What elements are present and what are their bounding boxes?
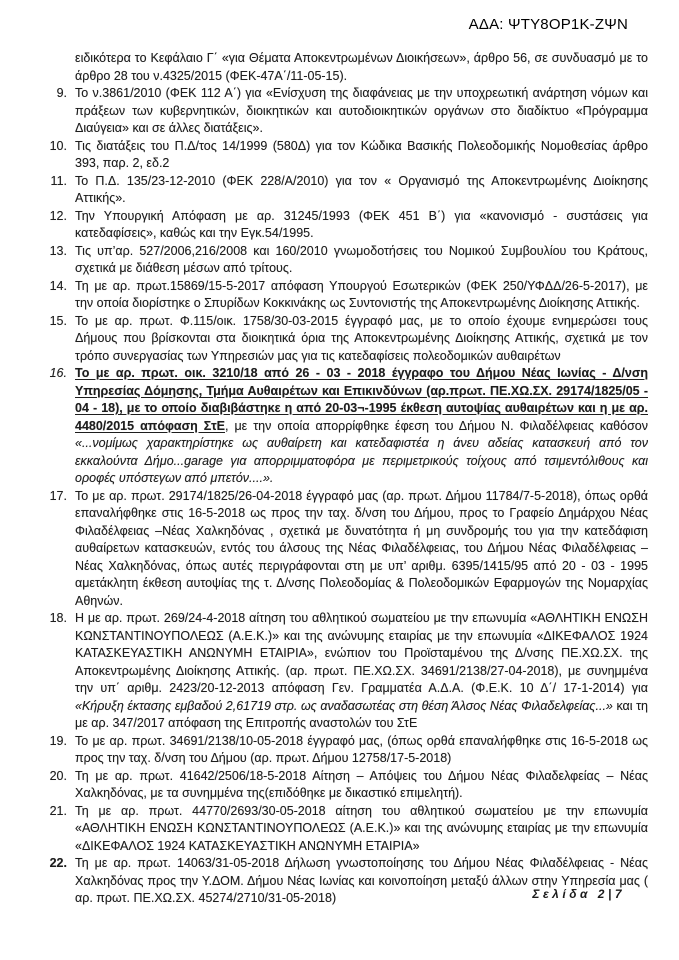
item-text: [75, 243, 648, 278]
reference-list: [40, 85, 648, 908]
text-segment: Τη με αρ. πρωτ. 44770/2693/30-05-2018 αίτηση του αθλητικού σωματείου με την επωνυμία «ΑΘΛΗΤΙΚΗ ΕΝΩΣΗ ΚΩΝΣΤΑΝΤΙΝΟΥΠΟΛΕΩΣ (Α.Ε.Κ.)» και της ανώνυμης εταιρίας με την επωνυμία «ΔΙΚΕΦΑΛΟΣ 1924 ΚΑΤΑΣΚΕΥΑΣΤΙΚΗ ΑΝΩΝΥΜΗ ΕΤΑΙΡΙΑ»: [75, 803, 648, 853]
text-segment: Το με αρ. πρωτ. 34691/2138/10-05-2018 έγγραφό μας, (όπως ορθά επαναλήφθηκε στις 16-5-2018 ως προς την ταχ. δ/νση του Δήμου (αρ. πρωτ. Δήμου 12758/17-5-2018): [75, 733, 648, 765]
text-segment: Τις διατάξεις του Π.Δ/τος 14/1999 (580Δ) για τον Κώδικα Βασικής Πολεοδομικής Νομοθεσίας άρθρο 393, παρ. 2, εδ.2: [75, 138, 648, 170]
list-item: [40, 365, 648, 488]
text-segment: Τη με αρ. πρωτ.15869/15-5-2017 απόφαση Υπουργού Εσωτερικών (ΦΕΚ 250/ΥΦΔΔ/26-5-2017), με την οποία διορίστηκε ο Σπυρίδων Κοκκινάκης ως Συντονιστής της Αποκεντρωμένης Διοίκησης Αττικής.: [75, 278, 648, 310]
text-segment: Τις υπ’αρ. 527/2006,216/2008 και 160/2010 γνωμοδοτήσεις του Νομικού Συμβουλίου του Κράτους, σχετικά με διάθεση μέσων από τρίτους.: [75, 243, 648, 275]
item-text: [75, 365, 648, 488]
list-item: [40, 278, 648, 313]
item-number: 20.: [49, 768, 67, 783]
list-item: [40, 85, 648, 138]
list-item: [40, 313, 648, 366]
text-segment: «...νομίμως χαρακτηρίστηκε ως αυθαίρετη και κατεδαφιστέα η άνευ αδείας κατασκευή από τον εκκαλούντα Δήμο...garage για απορριμματοφόρα με περιμετρικούς τοίχους από τσιμεντόλιθους και οροφές υπόστεγων από μπετόν....».: [75, 436, 648, 485]
intro-paragraph: ειδικότερα το Κεφάλαιο Γ΄ «για Θέματα Αποκεντρωμένων Διοικήσεων», άρθρο 56, σε συνδυασμό με το άρθρο 28 του ν.4325/2015 (ΦΕΚ-47Α΄/11-05-15).: [75, 51, 648, 83]
text-segment: Το με αρ. πρωτ. Φ.115/οικ. 1758/30-03-2015 έγγραφό μας, με το οποίο έχουμε ενημερώσει τους Δήμους που βρίσκονται στα διοικητικά όρια της Αποκεντρωμένης Διοίκησης Αττικής, σχετικά με τον τρόπο συνεργασίας των Υπηρεσιών μας για τις κατεδαφίσεις πολεοδομικών αυθαιρέτων: [75, 313, 648, 363]
item-number: 12.: [49, 208, 67, 223]
item-text: [75, 768, 648, 803]
item-number: 17.: [49, 488, 67, 503]
list-item: [40, 610, 648, 733]
item-text: [75, 313, 648, 366]
list-item: [40, 733, 648, 768]
text-segment: Τη με αρ. πρωτ. 14063/31-05-2018 Δήλωση γνωστοποίησης του Δήμου Νέας Φιλαδέλφειας - Νέας Χαλκηδόνας προς την Υ.ΔΟΜ. Δήμου Νέας Ιωνίας και κοινοποίηση μεταξύ άλλων στην Υπηρεσία μας ( αρ. πρωτ. ΠΕ.ΧΩ.ΣΧ. 45274/2710/31-05-2018): [75, 856, 648, 905]
text-segment: Η με αρ. πρωτ. 269/24-4-2018 αίτηση του αθλητικού σωματείου με την επωνυμία «ΑΘΛΗΤΙΚΗ ΕΝΩΣΗ ΚΩΝΣΤΑΝΤΙΝΟΥΠΟΛΕΩΣ (Α.Ε.Κ.)» και της ανώνυμης εταιρίας με την επωνυμία «ΔΙΚΕΦΑΛΟΣ 1924 ΚΑΤΑΣΚΕΥΑΣΤΙΚΗ ΑΝΩΝΥΜΗ ΕΤΑΙΡΙΑ», ενώπιον του Προϊσταμένου της Δ/νσης ΠΕ.ΧΩ.ΣΧ. της Αποκεντρωμένης Διοίκησης Αττικής. (αρ. πρωτ. ΠΕ.ΧΩ.ΣΧ. 34691/2138/27-04-2018), με συνημμένα την υπ΄ αριθμ. 2423/20-12-2013 απόφαση Γεν. Γραμματέα Α.Δ.Α. (Φ.Ε.Κ. 10 Δ΄/ 17-1-2014) για: [75, 611, 648, 695]
item-number: 13.: [49, 243, 67, 258]
item-text: [75, 278, 648, 313]
text-segment: Τη με αρ. πρωτ. 41642/2506/18-5-2018 Αίτηση – Απόψεις του Δήμου Νέας Φιλαδελφείας – Νέας Χαλκηδόνας, με τα συνημμένα της(επιδόθηκε με δικαστικό επιμελητή).: [75, 768, 648, 800]
item-text: [75, 138, 648, 173]
item-text: [75, 85, 648, 138]
text-segment: Το ν.3861/2010 (ΦΕΚ 112 Α΄) για «Ενίσχυση της διαφάνειας με την υποχρεωτική ανάρτηση νόμων και πράξεων των κυβερνητικών, διοικητικών και αυτοδιοικητικών οργάνων στο διαδίκτυο «Πρόγραμμα Διαύγεια» και σε άλλες διατάξεις».: [75, 86, 648, 135]
text-segment: , με την οποία απορρίφθηκε έφεση του Δήμου Ν. Φιλαδέλφειας καθόσον: [225, 418, 648, 433]
item-number: 22.: [49, 856, 67, 870]
item-text: [75, 173, 648, 208]
item-number: 11.: [50, 173, 67, 188]
item-number: 18.: [49, 611, 67, 625]
item-text: [75, 488, 648, 611]
page-number: Σελίδα 2|7: [532, 887, 625, 901]
item-number: 15.: [49, 313, 67, 328]
ada-code: ΑΔΑ: ΨΤΥ8ΟΡ1Κ-ΖΨΝ: [468, 16, 628, 33]
item-text: [75, 733, 648, 768]
text-segment: Το με αρ. πρωτ. οικ. 3210/18 από 26 - 03 - 2018 έγγραφο του Δήμου Νέας Ιωνίας - Δ/νση Υπηρεσίας Δόμησης, Τμήμα Αυθαιρέτων και Επικινδύνων (αρ.πρωτ. ΠΕ.ΧΩ.ΣΧ. 29174/1825/05 - 04 - 18), με το οποίο διαβιβάστηκε η από 20-03¬-1995 έκθεση αυτοψίας αυθαιρέτων και η με αρ. 4480/2015 απόφαση ΣτΕ: [75, 366, 648, 433]
item-text: [75, 803, 648, 856]
list-item: [40, 173, 648, 208]
item-text: [75, 610, 648, 733]
list-item: [40, 243, 648, 278]
list-item: [40, 488, 648, 611]
list-item: [40, 138, 648, 173]
text-segment: και τη με αρ. 347/2017 απόφαση της Επιτροπής αναστολών του ΣτΕ: [75, 698, 648, 730]
text-segment: Την Υπουργική Απόφαση με αρ. 31245/1993 (ΦΕΚ 451 Β΄) για «κανονισμό - συστάσεις για κατεδαφίσεις», καθώς και την Εγκ.54/1995.: [75, 208, 648, 240]
list-item: [40, 803, 648, 856]
document-body: [40, 50, 648, 908]
list-item: [40, 768, 648, 803]
item-number: 9.: [56, 86, 67, 100]
text-segment: Το με αρ. πρωτ. 29174/1825/26-04-2018 έγγραφό μας (αρ. πρωτ. Δήμου 11784/7-5-2018), όπως ορθά επαναλήφθηκε στις 16-5-2018 ως προς την ταχ. δ/νση του Δήμου, προς το Γραφείο Δημάρχου Νέας Φιλαδέλφειας –Νέας Χαλκηδόνας , σχετικά με δυνατότητα ή μη συνδρομής του για την κατεδάφιση αυθαίρετων κατασκευών, εντός του άλσους της Νέας Φιλαδέλφειας, του Δήμου Νέας Φιλαδέλφειας – Νέας Χαλκηδόνας, όπως αυτές περιγράφονται στη με υπ’ αριθμ. 6395/1415/95 από 20 - 03 - 1995 αμετάκλητη έκθεση αυτοψίας της τ. Δ/νσης Πολεοδομίας & Πολεοδομικών Εφαρμογών της Νομαρχίας Αθηνών.: [75, 488, 648, 608]
item-text: [75, 208, 648, 243]
item-number: 21.: [49, 803, 67, 818]
item-number: 10.: [49, 138, 67, 153]
list-item: [40, 208, 648, 243]
item-number: 19.: [49, 733, 67, 748]
item-number: 14.: [49, 278, 67, 293]
text-segment: Το Π.Δ. 135/23-12-2010 (ΦΕΚ 228/Α/2010) για τον « Οργανισμό της Αποκεντρωμένης Διοίκησης Αττικής».: [75, 173, 648, 205]
item-number: 16.: [49, 366, 67, 380]
text-segment: «Κήρυξη έκτασης εμβαδού 2,61719 στρ. ως αναδασωτέας στη θέση Άλσος Νέας Φιλαδελφείας...»: [75, 698, 613, 713]
